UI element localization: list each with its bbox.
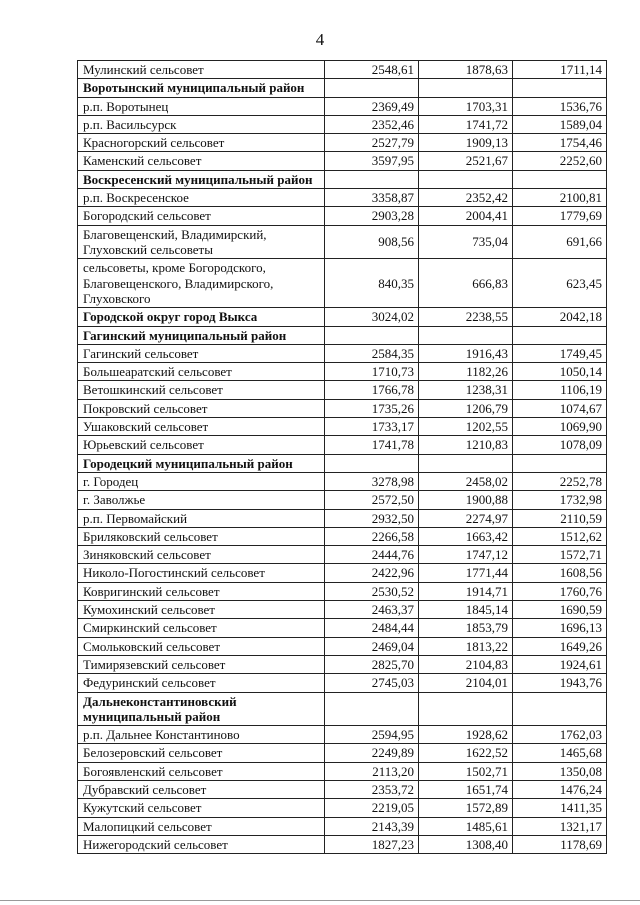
table-row — [78, 436, 607, 454]
value-2-cell: 1206,79 — [419, 399, 513, 417]
row-name-cell: Дубравский сельсовет — [78, 780, 325, 798]
row-name-cell: Покровский сельсовет — [78, 399, 325, 417]
value-3-cell: 1476,24 — [513, 780, 607, 798]
value-2-cell — [419, 79, 513, 97]
value-1-cell — [325, 692, 419, 726]
row-name-cell: г. Заволжье — [78, 491, 325, 509]
value-1-cell: 3358,87 — [325, 189, 419, 207]
value-1-cell: 2594,95 — [325, 726, 419, 744]
value-3-cell — [513, 170, 607, 188]
value-1-cell: 840,35 — [325, 259, 419, 308]
value-3-cell: 2110,59 — [513, 509, 607, 527]
value-1-cell: 2463,37 — [325, 601, 419, 619]
value-2-cell — [419, 692, 513, 726]
value-2-cell: 1663,42 — [419, 527, 513, 545]
value-1-cell: 2745,03 — [325, 674, 419, 692]
row-name-cell: р.п. Дальнее Константиново — [78, 726, 325, 744]
value-3-cell — [513, 326, 607, 344]
row-name-cell: Красногорский сельсовет — [78, 134, 325, 152]
row-name-cell: Гагинский муниципальный район — [78, 326, 325, 344]
value-1-cell: 1827,23 — [325, 835, 419, 853]
row-name-cell: Федуринский сельсовет — [78, 674, 325, 692]
value-2-cell: 735,04 — [419, 225, 513, 259]
value-3-cell: 2042,18 — [513, 308, 607, 326]
value-2-cell: 1916,43 — [419, 344, 513, 362]
table-row — [78, 582, 607, 600]
value-3-cell: 1779,69 — [513, 207, 607, 225]
row-name-cell: сельсоветы, кроме Богородского, Благовещенского, Владимирского, Глуховского — [78, 259, 325, 308]
table-row — [78, 381, 607, 399]
value-3-cell: 623,45 — [513, 259, 607, 308]
table-row — [78, 134, 607, 152]
value-3-cell: 1078,09 — [513, 436, 607, 454]
value-3-cell: 1760,76 — [513, 582, 607, 600]
value-1-cell — [325, 79, 419, 97]
value-1-cell: 1735,26 — [325, 399, 419, 417]
row-name-cell: Кумохинский сельсовет — [78, 601, 325, 619]
value-2-cell: 1651,74 — [419, 780, 513, 798]
row-name-cell: Тимирязевский сельсовет — [78, 655, 325, 673]
row-name-cell: р.п. Васильсурск — [78, 115, 325, 133]
row-name-cell: р.п. Воротынец — [78, 97, 325, 115]
value-2-cell: 1703,31 — [419, 97, 513, 115]
value-2-cell: 1747,12 — [419, 546, 513, 564]
value-3-cell: 1690,59 — [513, 601, 607, 619]
value-3-cell: 1572,71 — [513, 546, 607, 564]
value-3-cell: 1608,56 — [513, 564, 607, 582]
table-row — [78, 152, 607, 170]
value-2-cell: 1928,62 — [419, 726, 513, 744]
table-row — [78, 225, 607, 259]
row-name-cell: Воскресенский муниципальный район — [78, 170, 325, 188]
value-2-cell: 1238,31 — [419, 381, 513, 399]
value-1-cell: 1766,78 — [325, 381, 419, 399]
table-row — [78, 97, 607, 115]
value-1-cell: 2249,89 — [325, 744, 419, 762]
table-row — [78, 655, 607, 673]
row-name-cell: г. Городец — [78, 472, 325, 490]
value-2-cell: 1909,13 — [419, 134, 513, 152]
value-2-cell: 1914,71 — [419, 582, 513, 600]
value-2-cell — [419, 170, 513, 188]
value-3-cell: 1754,46 — [513, 134, 607, 152]
value-3-cell: 1512,62 — [513, 527, 607, 545]
value-3-cell: 1465,68 — [513, 744, 607, 762]
row-name-cell: Каменский сельсовет — [78, 152, 325, 170]
row-name-cell: Городецкий муниципальный район — [78, 454, 325, 472]
tariff-table — [77, 60, 607, 854]
value-3-cell: 1069,90 — [513, 418, 607, 436]
row-name-cell: Воротынский муниципальный район — [78, 79, 325, 97]
value-3-cell: 1589,04 — [513, 115, 607, 133]
value-1-cell — [325, 454, 419, 472]
value-1-cell — [325, 326, 419, 344]
table-row — [78, 115, 607, 133]
value-1-cell: 2584,35 — [325, 344, 419, 362]
value-2-cell: 1202,55 — [419, 418, 513, 436]
row-name-cell: Благовещенский, Владимирский, Глуховский сельсоветы — [78, 225, 325, 259]
value-3-cell: 1649,26 — [513, 637, 607, 655]
value-1-cell: 2353,72 — [325, 780, 419, 798]
value-1-cell: 2113,20 — [325, 762, 419, 780]
value-3-cell: 1696,13 — [513, 619, 607, 637]
value-2-cell: 1845,14 — [419, 601, 513, 619]
row-name-cell: Ветошкинский сельсовет — [78, 381, 325, 399]
value-1-cell: 3597,95 — [325, 152, 419, 170]
value-3-cell: 2100,81 — [513, 189, 607, 207]
row-name-cell: Ковригинский сельсовет — [78, 582, 325, 600]
value-1-cell: 2444,76 — [325, 546, 419, 564]
value-1-cell: 2143,39 — [325, 817, 419, 835]
table-row — [78, 509, 607, 527]
table-row — [78, 363, 607, 381]
value-3-cell: 1321,17 — [513, 817, 607, 835]
table-row — [78, 527, 607, 545]
value-3-cell: 1732,98 — [513, 491, 607, 509]
table-row — [78, 835, 607, 853]
value-2-cell: 2104,01 — [419, 674, 513, 692]
value-1-cell: 2903,28 — [325, 207, 419, 225]
value-3-cell — [513, 79, 607, 97]
table-row — [78, 344, 607, 362]
value-1-cell: 3024,02 — [325, 308, 419, 326]
value-2-cell: 1308,40 — [419, 835, 513, 853]
section-header-row — [78, 454, 607, 472]
row-name-cell: Городской округ город Выкса — [78, 308, 325, 326]
value-3-cell: 1050,14 — [513, 363, 607, 381]
row-name-cell: Зиняковский сельсовет — [78, 546, 325, 564]
value-2-cell — [419, 454, 513, 472]
value-1-cell: 2527,79 — [325, 134, 419, 152]
value-1-cell: 2266,58 — [325, 527, 419, 545]
value-2-cell: 2521,67 — [419, 152, 513, 170]
value-3-cell: 1106,19 — [513, 381, 607, 399]
value-2-cell: 1502,71 — [419, 762, 513, 780]
value-1-cell: 3278,98 — [325, 472, 419, 490]
table-row — [78, 546, 607, 564]
table-row — [78, 637, 607, 655]
row-name-cell: Кужутский сельсовет — [78, 799, 325, 817]
table-row — [78, 762, 607, 780]
table-row — [78, 726, 607, 744]
value-1-cell: 2530,52 — [325, 582, 419, 600]
page-number: 4 — [315, 30, 325, 49]
value-3-cell: 2252,78 — [513, 472, 607, 490]
table-body — [78, 61, 607, 854]
row-name-cell: Смольковский сельсовет — [78, 637, 325, 655]
value-1-cell: 2932,50 — [325, 509, 419, 527]
value-3-cell: 1711,14 — [513, 61, 607, 79]
table-row — [78, 259, 607, 308]
value-3-cell: 1924,61 — [513, 655, 607, 673]
section-header-row — [78, 692, 607, 726]
value-2-cell: 1485,61 — [419, 817, 513, 835]
table-row — [78, 799, 607, 817]
value-2-cell: 2004,41 — [419, 207, 513, 225]
value-3-cell: 1178,69 — [513, 835, 607, 853]
table-row — [78, 674, 607, 692]
value-1-cell: 2825,70 — [325, 655, 419, 673]
section-header-row — [78, 326, 607, 344]
table-row — [78, 564, 607, 582]
table-row — [78, 472, 607, 490]
value-1-cell: 1710,73 — [325, 363, 419, 381]
value-1-cell: 2469,04 — [325, 637, 419, 655]
value-1-cell: 2369,49 — [325, 97, 419, 115]
row-name-cell: Нижегородский сельсовет — [78, 835, 325, 853]
value-1-cell: 2572,50 — [325, 491, 419, 509]
value-2-cell: 2458,02 — [419, 472, 513, 490]
row-name-cell: Юрьевский сельсовет — [78, 436, 325, 454]
value-1-cell: 1741,78 — [325, 436, 419, 454]
table-row — [78, 780, 607, 798]
table-row — [78, 418, 607, 436]
value-2-cell: 1182,26 — [419, 363, 513, 381]
row-name-cell: Богоявленский сельсовет — [78, 762, 325, 780]
table-row — [78, 207, 607, 225]
value-2-cell: 666,83 — [419, 259, 513, 308]
section-header-row — [78, 79, 607, 97]
row-name-cell: Малопицкий сельсовет — [78, 817, 325, 835]
value-2-cell: 1853,79 — [419, 619, 513, 637]
value-3-cell — [513, 692, 607, 726]
value-3-cell: 2252,60 — [513, 152, 607, 170]
row-name-cell: Николо-Погостинский сельсовет — [78, 564, 325, 582]
value-1-cell: 2548,61 — [325, 61, 419, 79]
table-row — [78, 189, 607, 207]
row-name-cell: р.п. Воскресенское — [78, 189, 325, 207]
value-2-cell: 1572,89 — [419, 799, 513, 817]
value-1-cell — [325, 170, 419, 188]
table-row — [78, 817, 607, 835]
row-name-cell: Ушаковский сельсовет — [78, 418, 325, 436]
value-2-cell: 2104,83 — [419, 655, 513, 673]
value-2-cell: 2238,55 — [419, 308, 513, 326]
value-3-cell: 1762,03 — [513, 726, 607, 744]
section-header-row — [78, 170, 607, 188]
table-row — [78, 399, 607, 417]
value-2-cell: 1771,44 — [419, 564, 513, 582]
value-3-cell: 691,66 — [513, 225, 607, 259]
value-1-cell: 2484,44 — [325, 619, 419, 637]
table-row — [78, 601, 607, 619]
value-1-cell: 1733,17 — [325, 418, 419, 436]
value-1-cell: 908,56 — [325, 225, 419, 259]
row-name-cell: Гагинский сельсовет — [78, 344, 325, 362]
row-name-cell: Дальнеконстантиновский муниципальный район — [78, 692, 325, 726]
row-name-cell: р.п. Первомайский — [78, 509, 325, 527]
value-1-cell: 2352,46 — [325, 115, 419, 133]
table-row — [78, 619, 607, 637]
scan-edge-line — [0, 900, 640, 901]
value-2-cell: 1741,72 — [419, 115, 513, 133]
value-2-cell: 1622,52 — [419, 744, 513, 762]
section-header-row — [78, 308, 607, 326]
value-2-cell: 1813,22 — [419, 637, 513, 655]
value-3-cell: 1943,76 — [513, 674, 607, 692]
value-3-cell: 1749,45 — [513, 344, 607, 362]
value-2-cell: 2352,42 — [419, 189, 513, 207]
value-2-cell — [419, 326, 513, 344]
value-3-cell: 1074,67 — [513, 399, 607, 417]
value-3-cell: 1536,76 — [513, 97, 607, 115]
table-row — [78, 61, 607, 79]
row-name-cell: Белозеровский сельсовет — [78, 744, 325, 762]
row-name-cell: Смиркинский сельсовет — [78, 619, 325, 637]
value-2-cell: 1878,63 — [419, 61, 513, 79]
row-name-cell: Богородский сельсовет — [78, 207, 325, 225]
value-2-cell: 1210,83 — [419, 436, 513, 454]
table-row — [78, 744, 607, 762]
value-3-cell — [513, 454, 607, 472]
value-2-cell: 1900,88 — [419, 491, 513, 509]
row-name-cell: Большеаратский сельсовет — [78, 363, 325, 381]
row-name-cell: Мулинский сельсовет — [78, 61, 325, 79]
value-3-cell: 1350,08 — [513, 762, 607, 780]
value-1-cell: 2422,96 — [325, 564, 419, 582]
value-3-cell: 1411,35 — [513, 799, 607, 817]
value-1-cell: 2219,05 — [325, 799, 419, 817]
table-row — [78, 491, 607, 509]
row-name-cell: Бриляковский сельсовет — [78, 527, 325, 545]
value-2-cell: 2274,97 — [419, 509, 513, 527]
